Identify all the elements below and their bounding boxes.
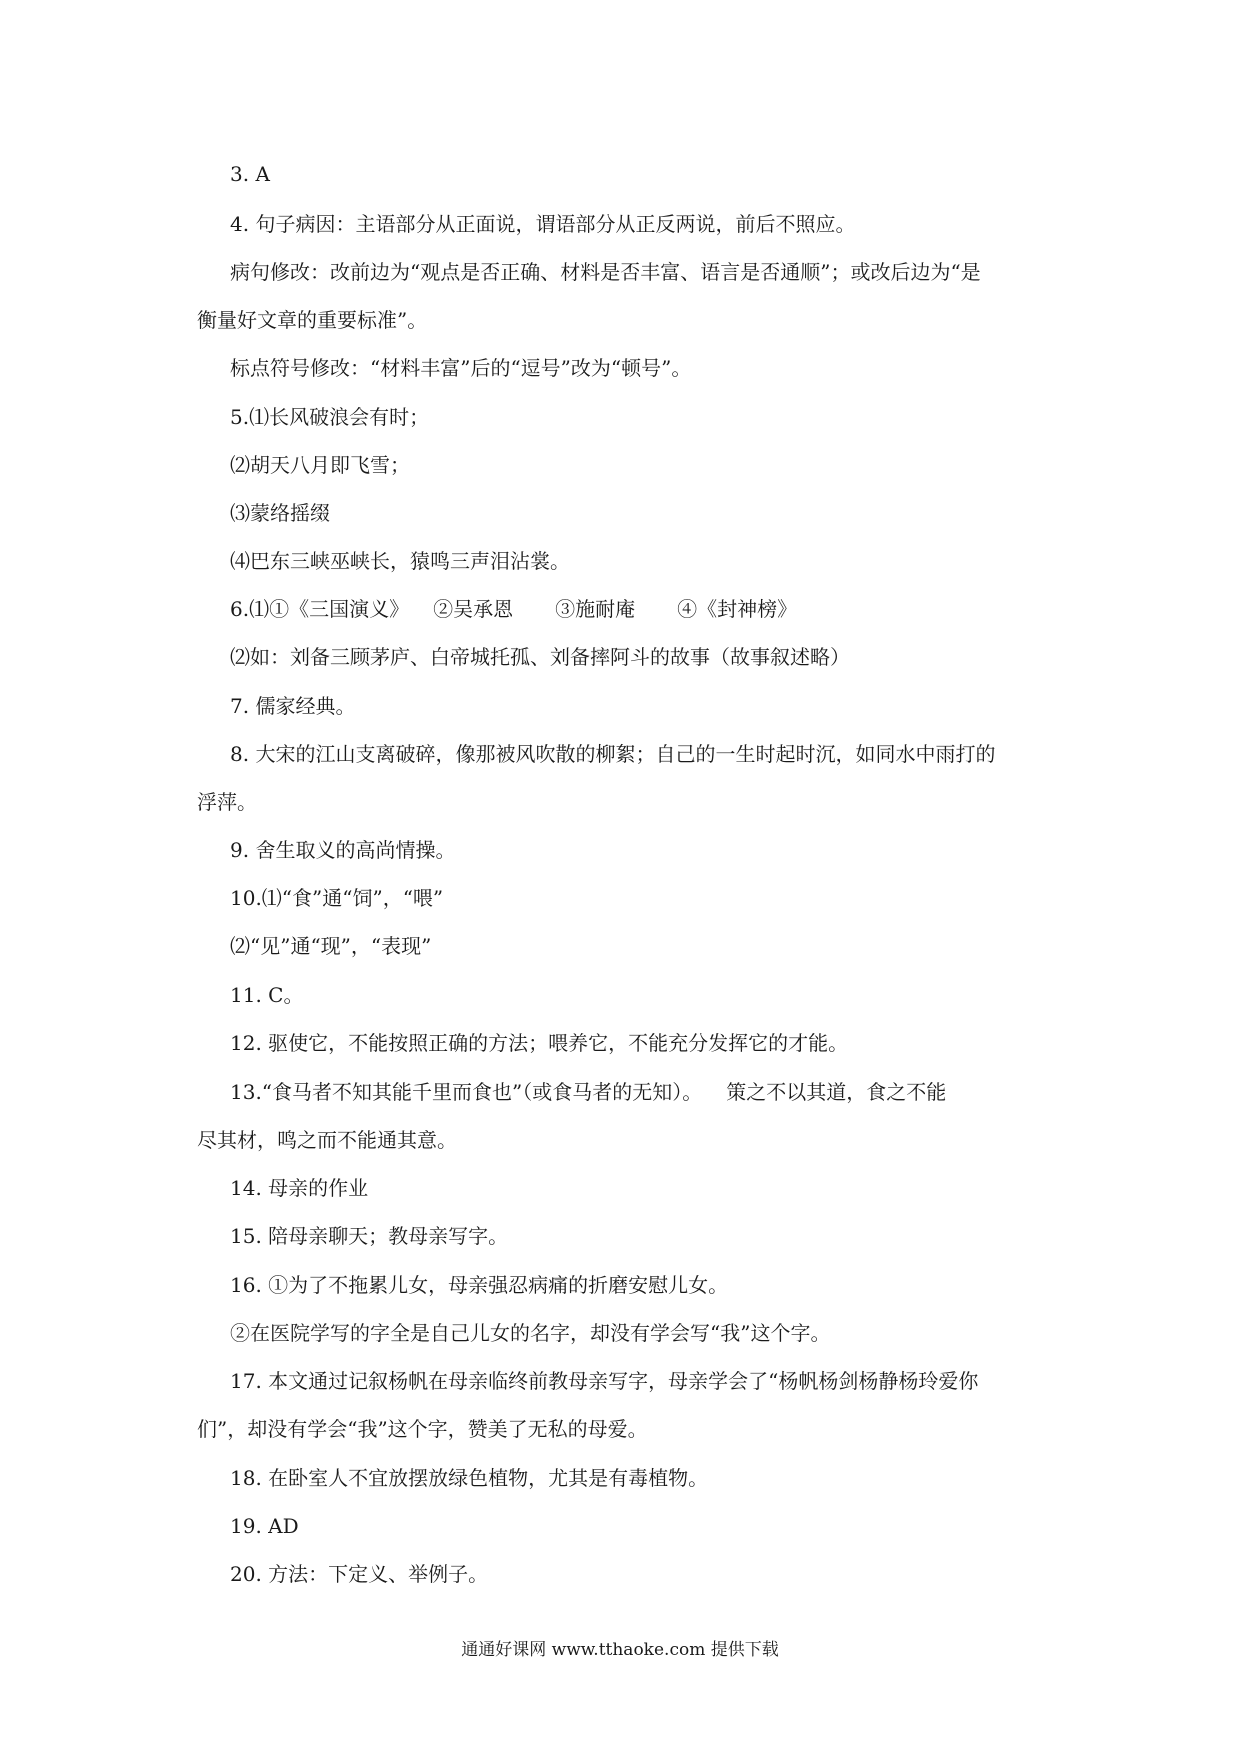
page-footer: 通通好课网 www.tthaoke.com 提供下载 (461, 1640, 779, 1660)
answer-11: 11. C。 (230, 983, 304, 1007)
answer-10-item-1: 10.⑴“食”通“饲”，“喂” (230, 886, 444, 910)
answer-17-line-2: 们”，却没有学会“我”这个字，赞美了无私的母爱。 (197, 1417, 648, 1441)
answer-17-line-1: 17. 本文通过记叙杨帆在母亲临终前教母亲写字，母亲学会了“杨帆杨剑杨静杨玲爱你 (230, 1369, 979, 1393)
answer-7: 7. 儒家经典。 (230, 694, 356, 718)
answer-6-part-a: 6.⑴①《三国演义》 (230, 597, 410, 621)
answer-4: 4. 句子病因：主语部分从正面说，谓语部分从正反两说，前后不照应。 (230, 212, 856, 236)
answer-13-line-1 (230, 1078, 946, 1106)
answer-6-item-2: ⑵如：刘备三顾茅庐、白帝城托孤、刘备摔阿斗的故事（故事叙述略） (230, 645, 850, 669)
answer-8-line-2: 浮萍。 (197, 790, 257, 814)
answer-5-item-4: ⑷巴东三峡巫峡长，猿鸣三声泪沾裳。 (230, 549, 570, 573)
answer-9: 9. 舍生取义的高尚情操。 (230, 838, 456, 862)
answer-6-part-c: ③施耐庵 (555, 597, 636, 621)
answer-5-item-2: ⑵胡天八月即飞雪； (230, 453, 410, 477)
answer-4-fix-line-1: 病句修改：改前边为“观点是否正确、材料是否丰富、语言是否通顺”；或改后边为“是 (230, 260, 981, 284)
answer-6-part-d: ④《封神榜》 (677, 597, 798, 621)
answer-13-part-b: 策之不以其道，食之不能 (726, 1080, 947, 1104)
answer-16-item-2: ②在医院学写的字全是自己儿女的名字，却没有学会写“我”这个字。 (230, 1321, 831, 1345)
answer-16-item-1: 16. ①为了不拖累儿女，母亲强忍病痛的折磨安慰儿女。 (230, 1273, 729, 1297)
answer-19: 19. AD (230, 1514, 299, 1538)
answer-5-item-3: ⑶蒙络摇缀 (230, 501, 330, 525)
answer-4-punctuation: 标点符号修改：“材料丰富”后的“逗号”改为“顿号”。 (230, 356, 692, 380)
answer-4-fix-line-2: 衡量好文章的重要标准”。 (197, 308, 428, 332)
answer-13-line-2: 尽其材，鸣之而不能通其意。 (197, 1128, 457, 1152)
answer-5-item-1: 5.⑴长风破浪会有时； (230, 405, 430, 429)
answer-13-part-a: 13.“食马者不知其能千里而食也”（或食马者的无知）。 (230, 1080, 703, 1104)
answer-12: 12. 驱使它，不能按照正确的方法；喂养它，不能充分发挥它的才能。 (230, 1031, 849, 1055)
answer-6-item-1 (230, 595, 797, 623)
answer-14: 14. 母亲的作业 (230, 1176, 369, 1200)
answer-6-part-b: ②吴承恩 (433, 597, 514, 621)
answer-18: 18. 在卧室人不宜放摆放绿色植物，尤其是有毒植物。 (230, 1466, 709, 1490)
answer-15: 15. 陪母亲聊天；教母亲写字。 (230, 1224, 509, 1248)
answer-10-item-2: ⑵“见”通“现”，“表现” (230, 934, 432, 958)
answer-3: 3. A (230, 162, 270, 186)
answer-8-line-1: 8. 大宋的江山支离破碎，像那被风吹散的柳絮；自己的一生时起时沉，如同水中雨打的 (230, 742, 996, 766)
answer-20: 20. 方法：下定义、举例子。 (230, 1562, 489, 1586)
